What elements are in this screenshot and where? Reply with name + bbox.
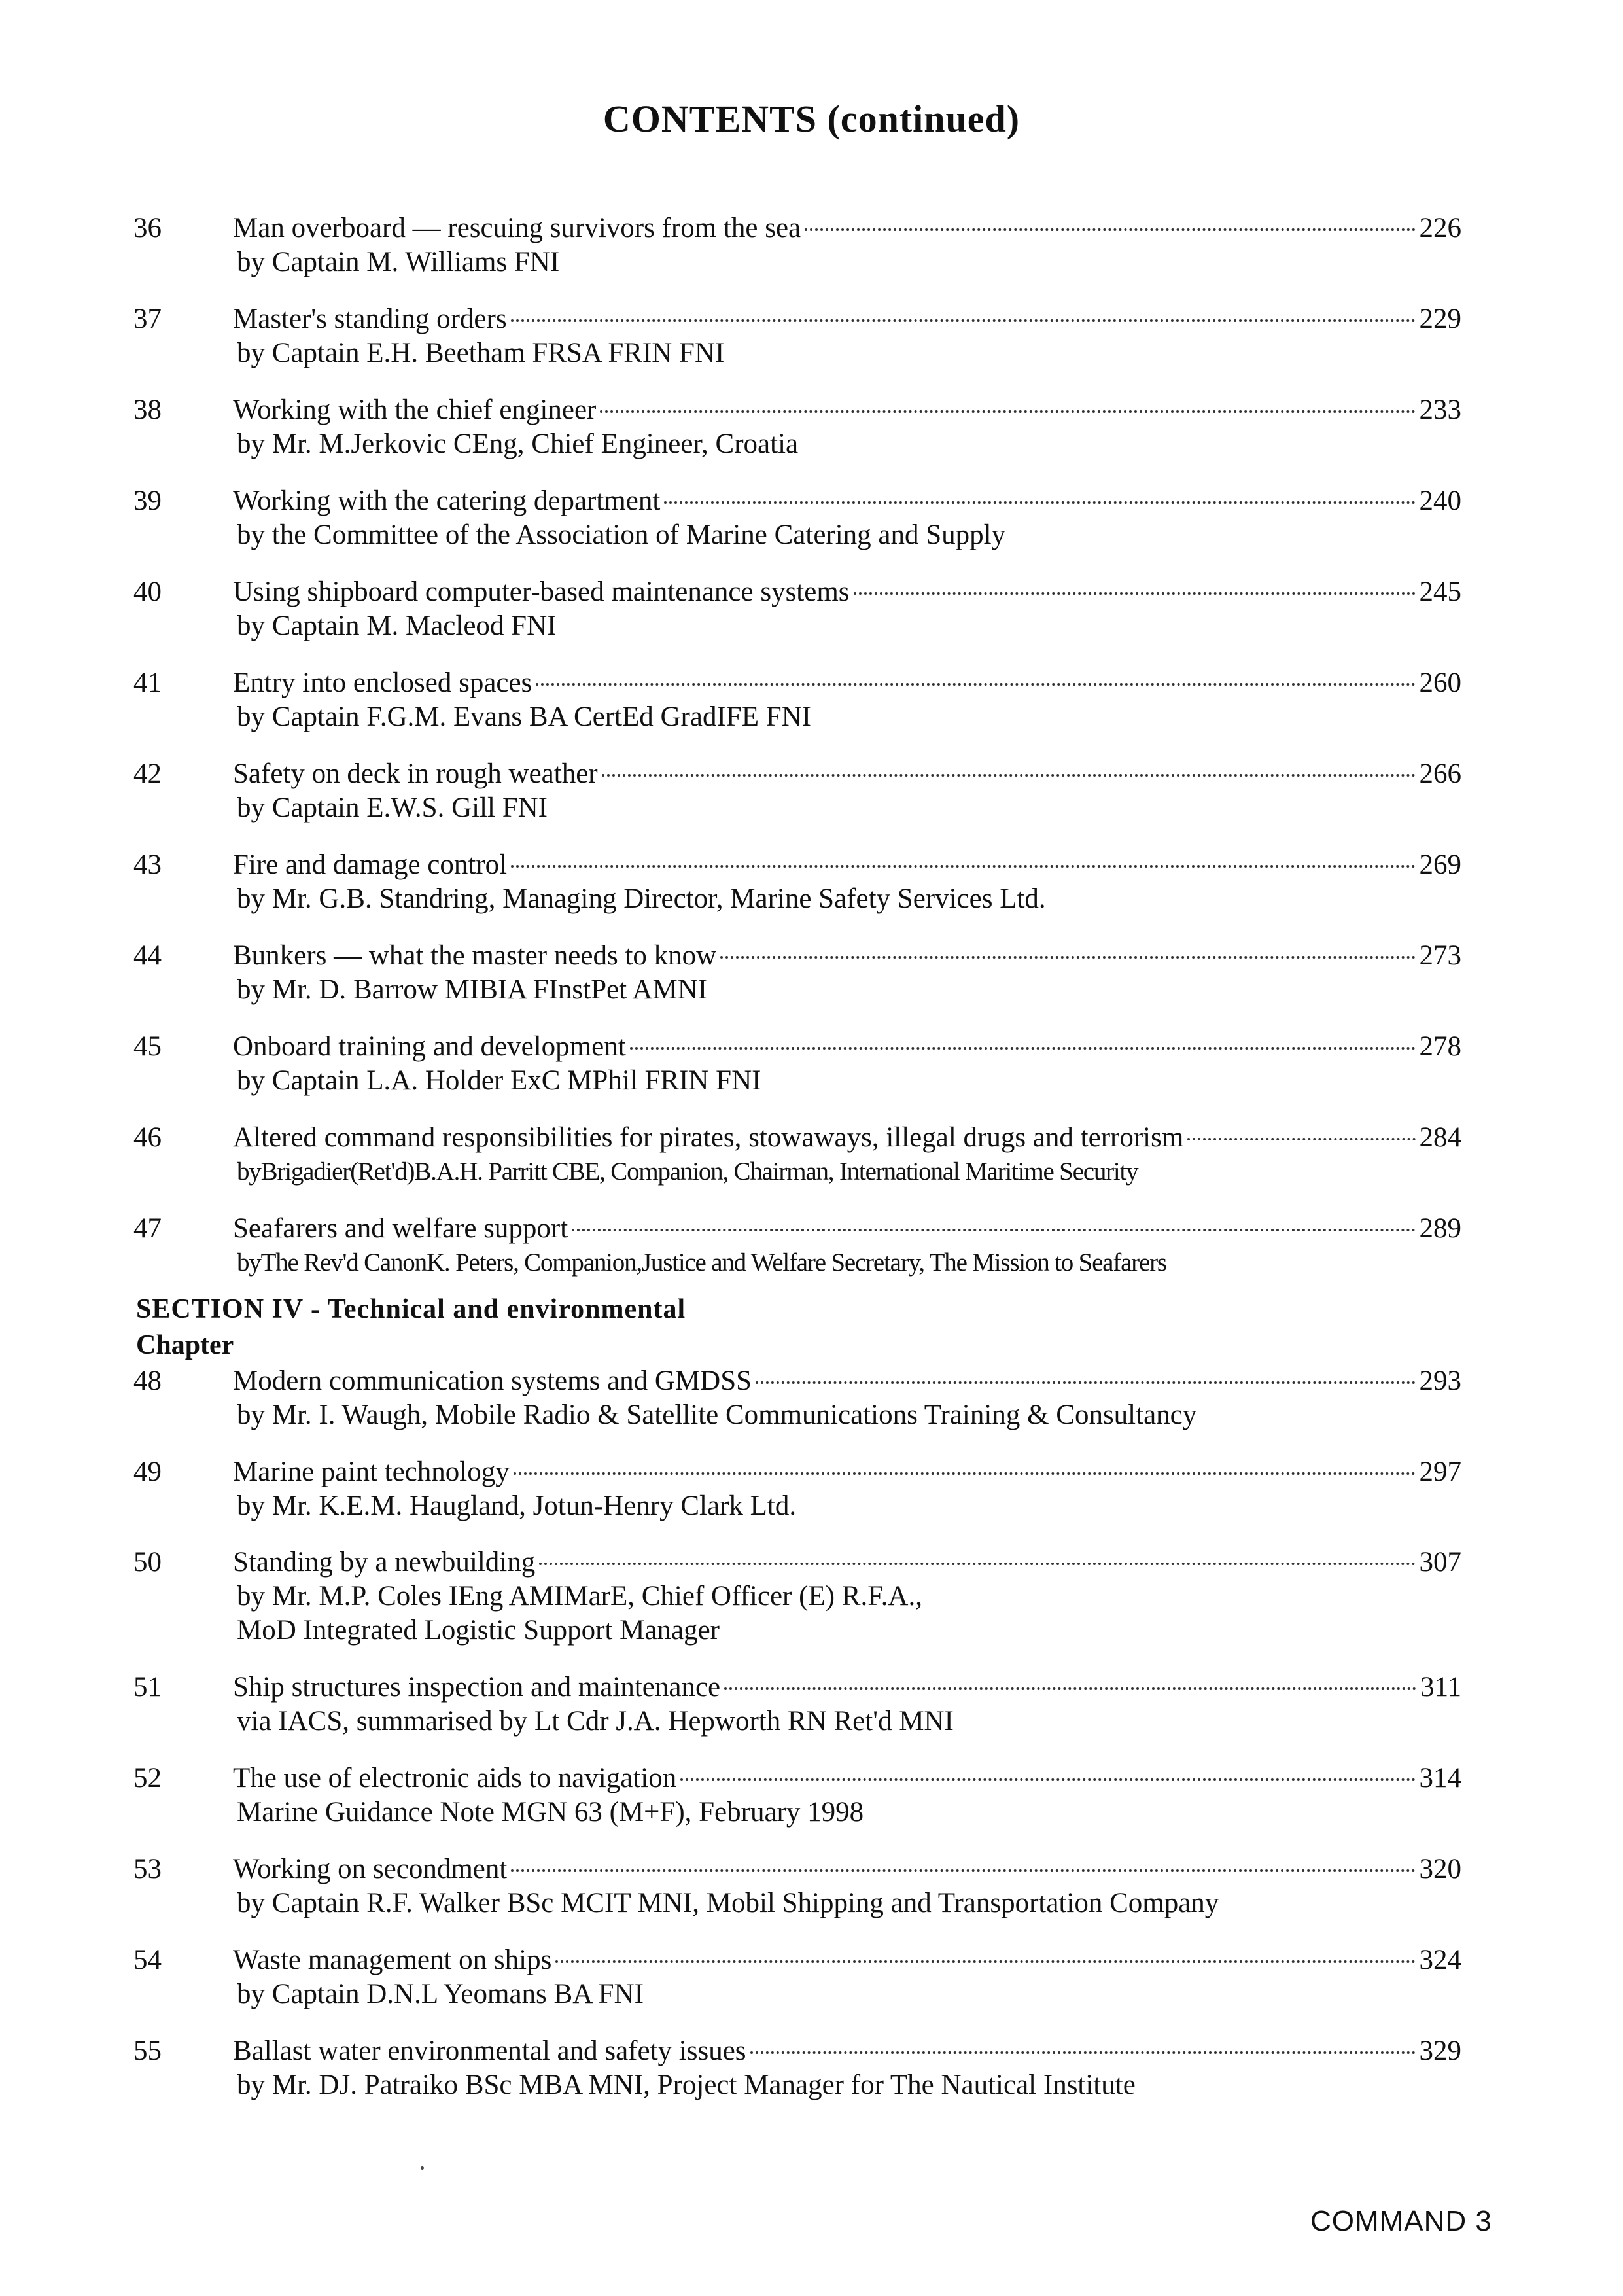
- author-line: byBrigadier(Ret'd)B.A.H. Parritt CBE, Companion, Chairman, International Maritime Security: [237, 1157, 1138, 1186]
- chapter-title: Ship structures inspection and maintenance: [233, 1672, 721, 1703]
- author-line: by Mr. K.E.M. Haugland, Jotun-Henry Clark Ltd.: [237, 1491, 797, 1521]
- dot-leader: [514, 1472, 1416, 1475]
- dot-leader: [511, 1869, 1415, 1872]
- author-line: by Captain E.W.S. Gill FNI: [237, 792, 548, 823]
- chapter-number: 55: [133, 2036, 162, 2066]
- dot-leader: [630, 1047, 1416, 1050]
- page-number: 260: [1419, 667, 1461, 698]
- dot-leader: [724, 1687, 1416, 1690]
- chapter-title: Ballast water environmental and safety issues: [233, 2036, 746, 2066]
- page-number: 314: [1419, 1763, 1461, 1793]
- page-number: 324: [1419, 1945, 1461, 1975]
- chapter-title: Waste management on ships: [233, 1945, 552, 1975]
- chapter-title: Using shipboard computer-based maintenance systems: [233, 576, 850, 607]
- chapter-number: 43: [133, 849, 162, 880]
- page-footer: COMMAND 3: [1310, 2205, 1492, 2237]
- dot-leader: [805, 228, 1415, 231]
- author-line: by Captain M. Macleod FNI: [237, 610, 557, 641]
- chapter-number: 38: [133, 395, 162, 425]
- author-line: by Captain M. Williams FNI: [237, 247, 560, 277]
- page-number: 284: [1419, 1122, 1461, 1153]
- dot-leader: [750, 2051, 1416, 2054]
- chapter-title: Fire and damage control: [233, 849, 508, 880]
- author-line: by the Committee of the Association of Marine Catering and Supply: [237, 520, 1006, 550]
- page-number: 240: [1419, 486, 1461, 516]
- chapter-title: Bunkers — what the master needs to know: [233, 940, 717, 971]
- chapter-number: 44: [133, 940, 162, 971]
- chapter-number: 41: [133, 667, 162, 698]
- author-line: by Captain L.A. Holder ExC MPhil FRIN FNI: [237, 1065, 761, 1096]
- page-number: 233: [1419, 395, 1461, 425]
- dot-leader: [536, 683, 1415, 686]
- dot-leader: [539, 1563, 1415, 1565]
- author-line: by Captain E.H. Beetham FRSA FRIN FNI: [237, 338, 725, 368]
- chapter-number: 51: [133, 1672, 162, 1703]
- chapter-title: Working with the chief engineer: [233, 395, 597, 425]
- dot-leader: [511, 319, 1416, 322]
- page-number: 320: [1419, 1854, 1461, 1884]
- chapter-number: 46: [133, 1122, 162, 1153]
- author-line: by Mr. G.B. Standring, Managing Director, Marine Safety Services Ltd.: [237, 883, 1046, 914]
- page-number: 297: [1419, 1457, 1461, 1487]
- dot-leader: [854, 592, 1416, 595]
- dot-leader: [664, 501, 1415, 504]
- chapter-title: Seafarers and welfare support: [233, 1213, 568, 1244]
- chapter-title: Man overboard — rescuing survivors from the sea: [233, 213, 801, 243]
- author-line: by Captain R.F. Walker BSc MCIT MNI, Mobil Shipping and Transportation Company: [237, 1888, 1219, 1918]
- dot-leader: [572, 1229, 1415, 1231]
- scan-speck: [421, 2166, 424, 2170]
- author-line: by Captain D.N.L Yeomans BA FNI: [237, 1979, 644, 2009]
- chapter-number: 48: [133, 1366, 162, 1396]
- author-line: by Mr. M.Jerkovic CEng, Chief Engineer, Croatia: [237, 429, 799, 459]
- page-number: 269: [1419, 849, 1461, 880]
- chapter-number: 36: [133, 213, 162, 243]
- chapter-title: Marine paint technology: [233, 1457, 510, 1487]
- chapter-number: 45: [133, 1031, 162, 1062]
- dot-leader: [511, 865, 1415, 868]
- chapter-title: Entry into enclosed spaces: [233, 667, 532, 698]
- chapter-number: 50: [133, 1547, 162, 1578]
- chapter-title: Onboard training and development: [233, 1031, 626, 1062]
- dot-leader: [602, 774, 1416, 777]
- chapter-title: Working with the catering department: [233, 486, 661, 516]
- page-number: 289: [1419, 1213, 1461, 1244]
- dot-leader: [720, 956, 1415, 959]
- chapter-number: 53: [133, 1854, 162, 1884]
- author-line: MoD Integrated Logistic Support Manager: [237, 1615, 720, 1646]
- chapter-title: Altered command responsibilities for pirates, stowaways, illegal drugs and terrorism: [233, 1122, 1184, 1153]
- author-line: byThe Rev'd CanonK. Peters, Companion,Justice and Welfare Secretary, The Mission to Seafarers: [237, 1248, 1166, 1277]
- chapter-number: 47: [133, 1213, 162, 1244]
- page-number: 245: [1419, 576, 1461, 607]
- author-line: by Mr. I. Waugh, Mobile Radio & Satellite Communications Training & Consultancy: [237, 1400, 1197, 1430]
- chapter-number: 37: [133, 304, 162, 334]
- chapter-title: Master's standing orders: [233, 304, 507, 334]
- chapter-number: 42: [133, 758, 162, 789]
- page-number: 273: [1419, 940, 1461, 971]
- page-title: CONTENTS (continued): [602, 97, 1021, 140]
- chapter-label: Chapter: [136, 1330, 234, 1360]
- author-line: via IACS, summarised by Lt Cdr J.A. Hepworth RN Ret'd MNI: [237, 1706, 954, 1737]
- chapter-title: The use of electronic aids to navigation: [233, 1763, 677, 1793]
- chapter-title: Working on secondment: [233, 1854, 508, 1884]
- author-line: by Mr. DJ. Patraiko BSc MBA MNI, Project Manager for The Nautical Institute: [237, 2070, 1136, 2100]
- page-number: 226: [1419, 213, 1461, 243]
- chapter-number: 54: [133, 1945, 162, 1975]
- dot-leader: [600, 410, 1415, 413]
- chapter-number: 39: [133, 486, 162, 516]
- page-number: 229: [1419, 304, 1461, 334]
- author-line: by Mr. M.P. Coles IEng AMIMarE, Chief Officer (E) R.F.A.,: [237, 1581, 922, 1612]
- page-number: 278: [1419, 1031, 1461, 1062]
- chapter-number: 49: [133, 1457, 162, 1487]
- section-heading: SECTION IV - Technical and environmental: [136, 1294, 686, 1324]
- author-line: by Mr. D. Barrow MIBIA FInstPet AMNI: [237, 974, 708, 1005]
- chapter-title: Standing by a newbuilding: [233, 1547, 536, 1578]
- dot-leader: [1187, 1138, 1415, 1140]
- dot-leader: [756, 1381, 1415, 1384]
- page-number: 311: [1420, 1672, 1461, 1703]
- dot-leader: [555, 1960, 1415, 1963]
- chapter-number: 52: [133, 1763, 162, 1793]
- chapter-title: Modern communication systems and GMDSS: [233, 1366, 752, 1396]
- page-number: 266: [1419, 758, 1461, 789]
- chapter-title: Safety on deck in rough weather: [233, 758, 598, 789]
- author-line: by Captain F.G.M. Evans BA CertEd GradIFE FNI: [237, 701, 811, 732]
- chapter-number: 40: [133, 576, 162, 607]
- page-number: 307: [1419, 1547, 1461, 1578]
- dot-leader: [680, 1778, 1415, 1781]
- author-line: Marine Guidance Note MGN 63 (M+F), February 1998: [237, 1797, 864, 1828]
- page-number: 293: [1419, 1366, 1461, 1396]
- page-number: 329: [1419, 2036, 1461, 2066]
